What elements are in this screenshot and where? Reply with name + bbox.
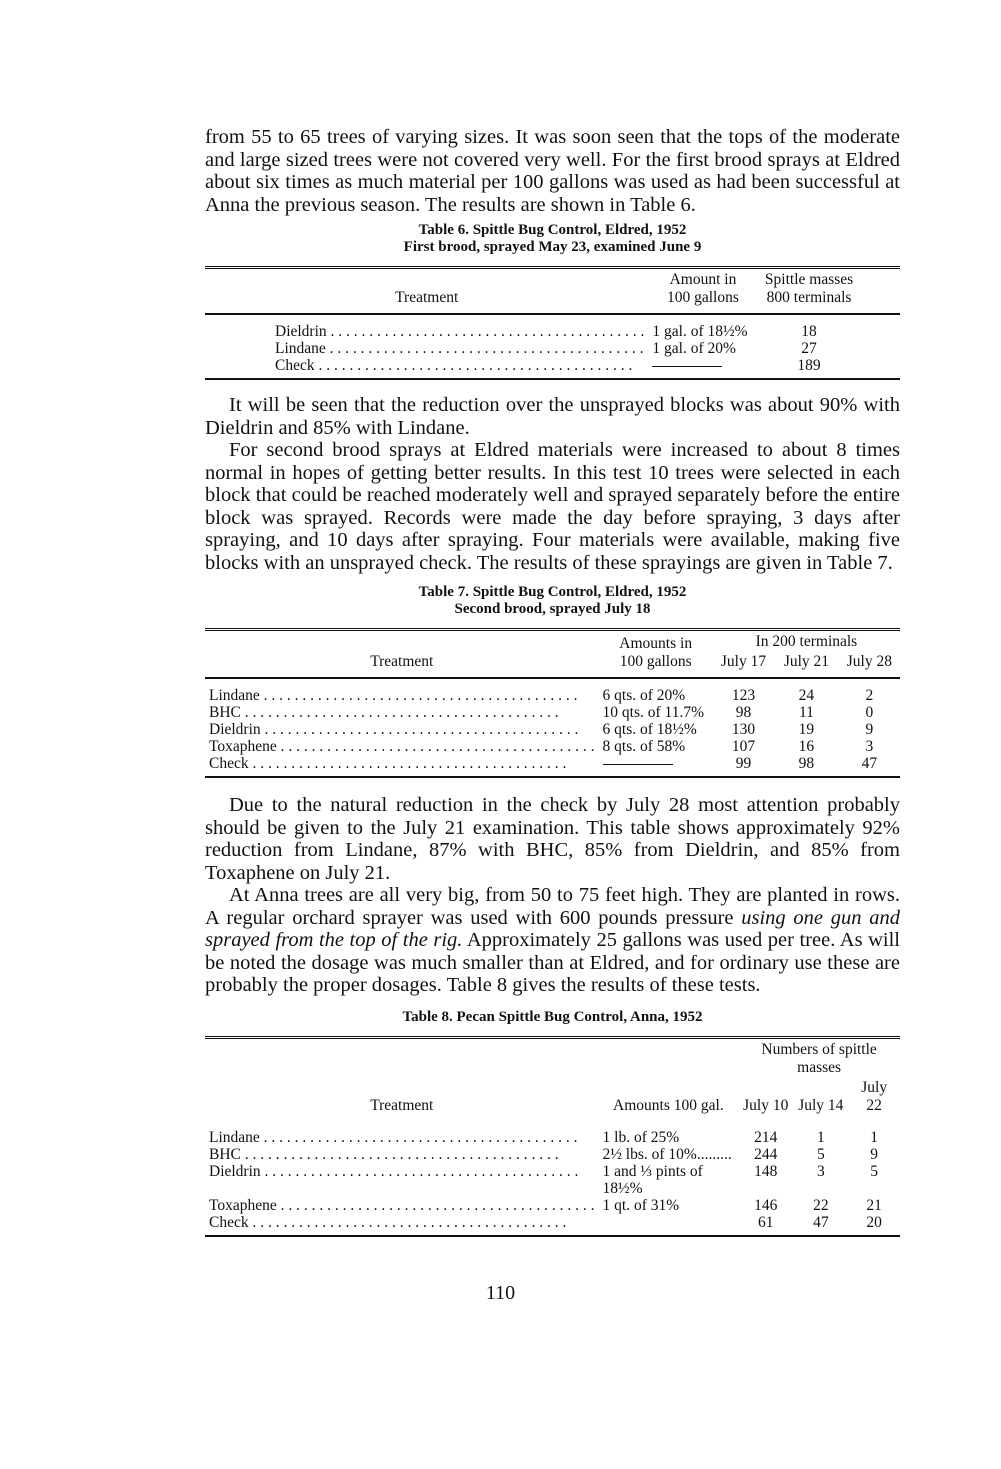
dash-rule [652, 366, 722, 367]
document-page [205, 126, 900, 1237]
treatment-cell: Check . . . [275, 357, 644, 374]
table-8-header-july-22: July 22 [861, 1078, 888, 1114]
value-cell: 61 [758, 1213, 774, 1231]
value-cell: 2 [865, 687, 874, 704]
page-number: 110 [485, 1282, 516, 1304]
header-line: Amounts in [619, 635, 693, 652]
treatment-cell: Dieldrin . . . [209, 721, 595, 738]
value-cell: 148 [754, 1162, 778, 1180]
value-cell: 130 [731, 721, 756, 738]
header-line: Spittle masses [764, 271, 854, 288]
table-row [205, 1146, 900, 1163]
treatment-cell: Dieldrin . . . [209, 1163, 595, 1180]
table-7-header-july-21: July 21 [774, 651, 839, 678]
table-7-title: Table 7. Spittle Bug Control, Eldred, 1952 [418, 584, 687, 600]
table-8 [205, 1036, 900, 1237]
masses-cell: 189 [797, 357, 821, 374]
header-line: 800 terminals [766, 289, 852, 306]
value-cell: 47 [813, 1213, 829, 1231]
amount-cell: 1 gal. of 18½% [652, 323, 748, 340]
table-row [205, 678, 900, 704]
value-cell: 3 [816, 1162, 825, 1180]
value-cell: 244 [754, 1145, 778, 1163]
table-8-header-amount: Amounts 100 gal. [613, 1096, 724, 1114]
table-row [205, 721, 900, 738]
dash-rule [603, 764, 673, 765]
table-7-header-july-17: July 17 [713, 651, 774, 678]
value-cell: 16 [798, 738, 815, 755]
table-7-header-group: In 200 terminals [755, 633, 858, 650]
table-6-header-masses [758, 269, 861, 314]
paragraph-5-part-3: Approximately 25 gallons was used per tree. As will be noted the dosage was much smaller than at Eldred, and for ordinary use these are probably the proper dosages. Table 8 gives the results of these tests. [205, 929, 900, 996]
table-row [205, 755, 900, 776]
treatment-cell: Lindane . . . [209, 687, 595, 704]
table-row [205, 1214, 900, 1235]
amount-cell: 1 gal. of 20% [652, 340, 736, 357]
value-cell: 146 [754, 1196, 778, 1214]
paragraph-5 [205, 884, 900, 997]
table-8-header-group: Numbers of spittle masses [761, 1040, 877, 1076]
table-row [205, 340, 900, 357]
table-8-header-july-14: July 14 [798, 1096, 844, 1114]
table-6-header-spacer [861, 269, 900, 314]
table-8-header-treatment: Treatment [370, 1096, 434, 1114]
treatment-cell: BHC . . . [209, 704, 595, 721]
table-row [205, 314, 900, 340]
table-8-title: Table 8. Pecan Spittle Bug Control, Anna, 1952 [402, 1008, 703, 1025]
value-cell: 22 [813, 1196, 829, 1214]
treatment-cell: BHC . . . [209, 1146, 595, 1163]
treatment-cell: Check . . . [209, 1214, 595, 1231]
value-cell: 98 [798, 755, 815, 772]
value-cell: 21 [866, 1196, 882, 1214]
treatment-cell: Toxaphene . . . [209, 1197, 595, 1214]
value-cell: 47 [861, 755, 878, 772]
amount-cell [648, 357, 757, 378]
table-7-header-july-28: July 28 [839, 651, 900, 678]
treatment-cell: Toxaphene . . . [209, 738, 595, 755]
value-cell: 20 [866, 1213, 882, 1231]
amount-cell: 1 lb. of 25% [602, 1128, 680, 1146]
value-cell: 24 [798, 687, 815, 704]
amount-cell: 1 qt. of 31% [602, 1196, 680, 1214]
treatment-cell: Dieldrin . . . [275, 323, 644, 340]
value-cell: 11 [798, 704, 814, 721]
table-7-header-treatment: Treatment [205, 631, 599, 678]
table-7-header-amount [599, 631, 713, 678]
treatment-cell: Check . . . [209, 755, 595, 772]
value-cell: 9 [870, 1145, 879, 1163]
table-6-title: Table 6. Spittle Bug Control, Eldred, 1952 [418, 222, 687, 238]
amount-cell: 6 qts. of 20% [602, 687, 686, 704]
paragraph-4: Due to the natural reduction in the check by July 28 most attention probably should be given to the July 21 examination. This table shows approximately 92% reduction from Lindane, 87% with BHC, 85% from Dieldrin, and 85% from Toxaphene on July 21. [205, 794, 900, 884]
paragraph-5-part-1: At Anna trees are all very big, from 50 to 75 feet high. They are planted in rows. A regular orchard sprayer was used with 600 pounds pressure [205, 884, 900, 929]
value-cell: 1 [816, 1128, 825, 1146]
amount-cell: 10 qts. of 11.7% [602, 704, 704, 721]
amount-cell: 2½ lbs. of 10%......... [602, 1145, 732, 1163]
header-line: 100 gallons [619, 653, 692, 670]
table-row [205, 357, 900, 378]
table-row [205, 1163, 900, 1197]
amount-cell [599, 755, 713, 776]
amount-cell [599, 1214, 739, 1235]
masses-cell: 27 [801, 340, 817, 357]
table-6-subtitle: First brood, sprayed May 23, examined June 9 [403, 239, 702, 255]
value-cell: 9 [865, 721, 874, 738]
value-cell: 3 [865, 738, 874, 755]
value-cell: 5 [816, 1145, 825, 1163]
amount-cell: 6 qts. of 18½% [602, 721, 697, 738]
value-cell: 98 [735, 704, 752, 721]
table-6-header-treatment: Treatment [205, 269, 648, 314]
value-cell: 99 [735, 755, 752, 772]
table-row [205, 738, 900, 755]
table-row [205, 1121, 900, 1146]
treatment-cell: Lindane . . . [275, 340, 644, 357]
value-cell: 214 [754, 1128, 778, 1146]
treatment-cell: Lindane . . . [209, 1129, 595, 1146]
amount-cell: 8 qts. of 58% [602, 738, 686, 755]
header-line: Amount in [669, 271, 737, 288]
value-cell: 1 [870, 1128, 879, 1146]
table-row [205, 1197, 900, 1214]
masses-cell: 18 [801, 323, 817, 340]
table-6-header-amount [648, 269, 757, 314]
table-6 [205, 266, 900, 380]
table-7-subtitle: Second brood, sprayed July 18 [454, 601, 651, 617]
amount-cell: 1 and ⅓ pints of 18½% [602, 1162, 703, 1197]
paragraph-5-italic: using one gun and sprayed from the top of the rig. [205, 906, 900, 951]
paragraph-2: It will be seen that the reduction over the unsprayed blocks was about 90% with Dieldrin and 85% with Lindane. [205, 394, 900, 439]
paragraph-1: from 55 to 65 trees of varying sizes. It was soon seen that the tops of the moderate and large sized trees were not covered very well. For the first brood sprays at Eldred about six times as much material per 100 gallons was used as had been successful at Anna the previous season. The results are shown in Table 6. [205, 126, 900, 216]
table-row [205, 704, 900, 721]
value-cell: 0 [865, 704, 874, 721]
header-line: 100 gallons [667, 289, 739, 306]
table-8-header-july-10: July 10 [743, 1096, 789, 1114]
value-cell: 107 [731, 738, 756, 755]
value-cell: 123 [731, 687, 756, 704]
value-cell: 5 [870, 1162, 879, 1180]
paragraph-3: For second brood sprays at Eldred materials were increased to about 8 times normal in hopes of getting better results. In this test 10 trees were selected in each block that could be reached moderately well and sprayed separately before the entire block was sprayed. Records were made the day before spraying, 3 days after spraying, and 10 days after spraying. Four materials were available, making five blocks with an unsprayed check. The results of these sprayings are given in Table 7. [205, 439, 900, 574]
table-7 [205, 628, 900, 778]
value-cell: 19 [798, 721, 815, 738]
